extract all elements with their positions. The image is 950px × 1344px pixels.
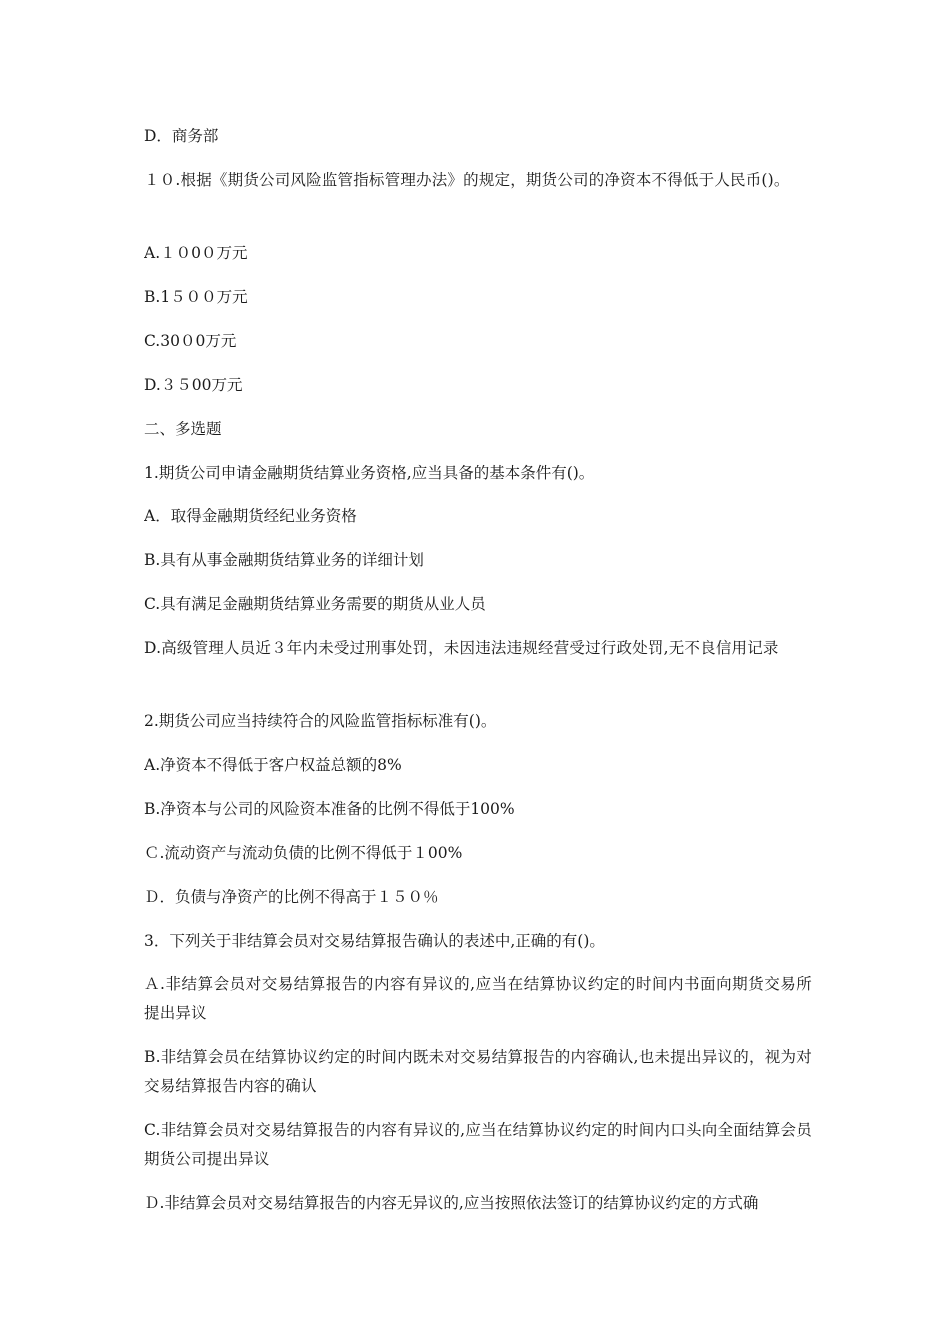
option-10-a: A.１０0０万元 — [144, 244, 248, 262]
option-2-b: B.净资本与公司的风险资本准备的比例不得低于100% — [144, 800, 515, 818]
option-1-c: C.具有满足金融期货结算业务需要的期货从业人员 — [144, 595, 486, 613]
question-3: 3．下列关于非结算会员对交易结算报告确认的表述中,正确的有()。 — [144, 932, 605, 950]
option-1-d: D.高级管理人员近３年内未受过刑事处罚，未因违法违规经营受过行政处罚,无不良信用记录 — [144, 639, 779, 657]
section-heading-multiple-choice: 二、多选题 — [144, 420, 222, 438]
option-1-b: B.具有从事金融期货结算业务的详细计划 — [144, 551, 424, 569]
option-2-d: Ｄ．负债与净资产的比例不得高于１５０％ — [144, 888, 439, 906]
option-10-c: C.30０0万元 — [144, 332, 237, 350]
question-2: 2.期货公司应当持续符合的风险监管指标标准有()。 — [144, 712, 497, 730]
option-2-a: A.净资本不得低于客户权益总额的8% — [144, 756, 402, 774]
option-10-b: B.1５００万元 — [144, 288, 248, 306]
option-3-b: B.非结算会员在结算协议约定的时间内既未对交易结算报告的内容确认,也未提出异议的，视为对交易结算报告内容的确认 — [144, 1048, 812, 1095]
option-3-c: C.非结算会员对交易结算报告的内容有异议的,应当在结算协议约定的时间内口头向全面结算会员期货公司提出异议 — [144, 1121, 812, 1168]
option-10-d: D.３５00万元 — [144, 376, 243, 394]
question-1: 1.期货公司申请金融期货结算业务资格,应当具备的基本条件有()。 — [144, 464, 595, 482]
text-line-option-d-commerce: D．商务部 — [144, 127, 219, 145]
question-10: １０.根据《期货公司风险监管指标管理办法》的规定，期货公司的净资本不得低于人民币()。 — [144, 171, 790, 189]
option-2-c: Ｃ.流动资产与流动负债的比例不得低于１00% — [144, 844, 463, 862]
option-1-a: A．取得金融期货经纪业务资格 — [144, 507, 357, 525]
option-3-d: Ｄ.非结算会员对交易结算报告的内容无异议的,应当按照依法签订的结算协议约定的方式确 — [144, 1194, 759, 1212]
option-3-a: Ａ.非结算会员对交易结算报告的内容有异议的,应当在结算协议约定的时间内书面向期货交易所提出异议 — [144, 975, 812, 1022]
